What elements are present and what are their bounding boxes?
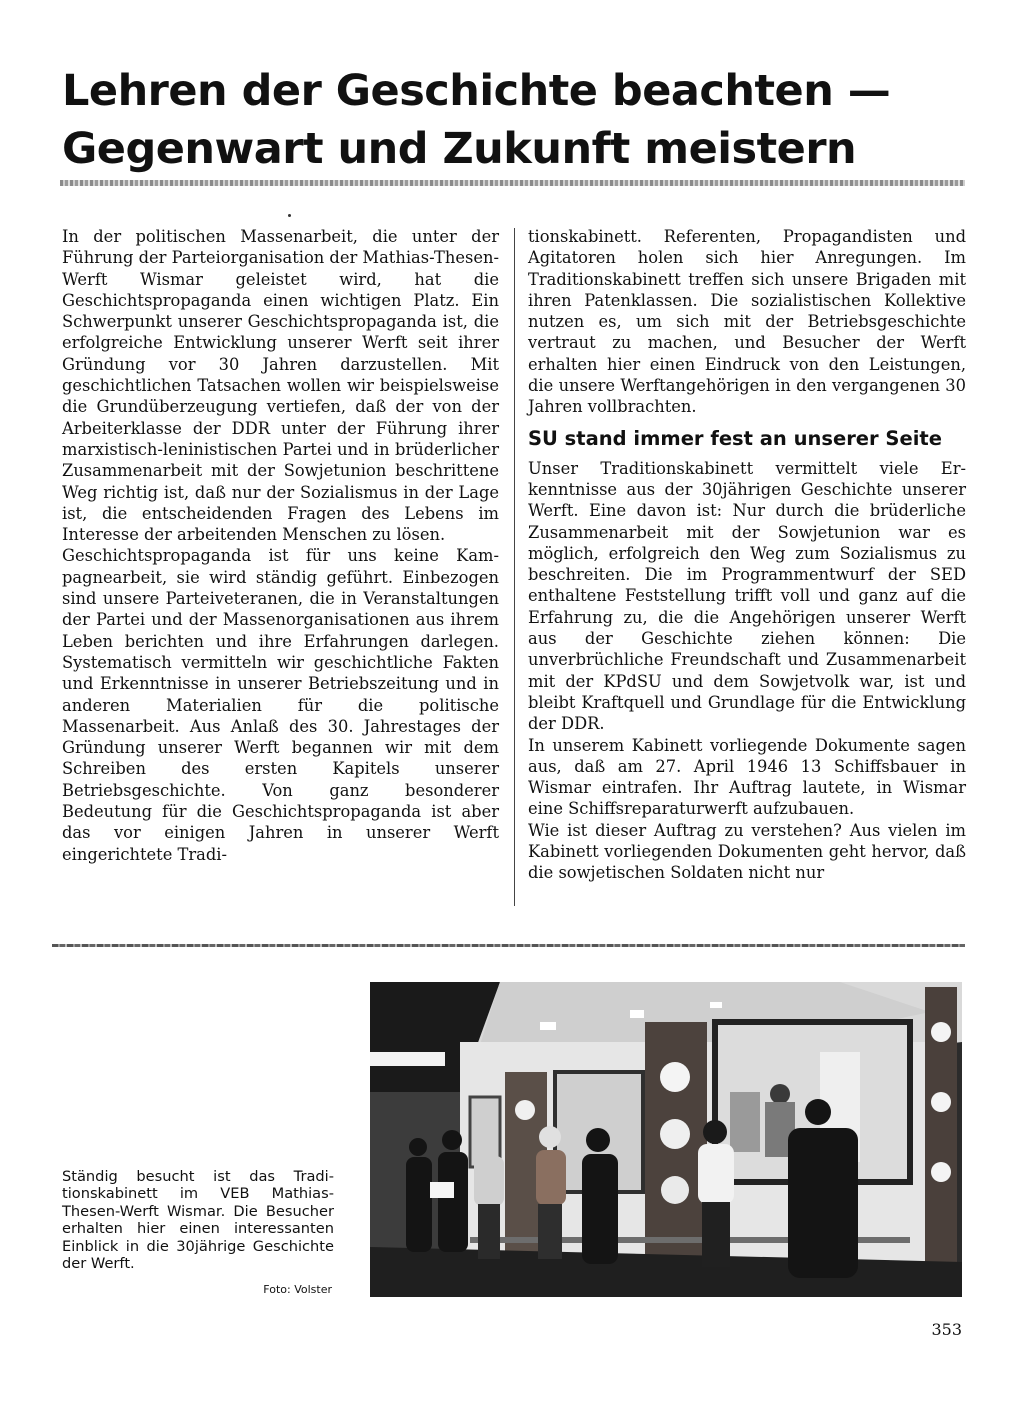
article-title bbox=[62, 62, 962, 178]
title-line-1: Lehren der Geschichte beachten — bbox=[62, 66, 891, 116]
paragraph: Wie ist dieser Auftrag zu verstehen? Aus vielen im Kabinett vorliegenden Dokumenten geht hervor, daß die sowjetischen Soldaten nicht nur bbox=[528, 820, 966, 883]
title-underline-rule bbox=[60, 180, 965, 186]
photo-illustration bbox=[370, 982, 962, 1297]
section-subheading: SU stand immer fest an unserer Seite bbox=[528, 426, 942, 450]
paragraph: In unserem Kabinett vorliegende Dokumente sagen aus, daß am 27. April 1946 13 Schiffsbauer in Wismar eintrafen. Ihr Auftrag lautete, in Wismar eine Schiffsreparaturwerft aufzubauen. bbox=[528, 735, 966, 819]
print-speck bbox=[288, 214, 291, 217]
column-divider bbox=[514, 228, 515, 906]
photo-tradition-cabinet bbox=[370, 982, 962, 1297]
photo-credit: Foto: Volster bbox=[263, 1283, 332, 1296]
paragraph: Geschichtspropaganda ist für uns keine Kampagnearbeit, sie wird ständig geführt. Einbezogen sind unsere Parteiveteranen, die in Veranstaltungen der Partei und der Massenorganisationen aus ihrem Leben berichten und ihre Erfahrungen darlegen. Systematisch vermitteln wir geschichtliche Fakten und Erkenntnisse in unserer Betriebszeitung und in anderen Materialien für die politische Massenarbeit. Aus Anlaß des 30. Jahrestages der Gründung unserer Werft begannen wir mit dem Schreiben des ersten Kapitels unserer Betriebsgeschichte. Von ganz besonderer Bedeutung für die Geschichtspropaganda ist aber das vor einigen Jahren in unserer Werft eingerichtete Tradi- bbox=[62, 546, 499, 864]
paragraph: Unser Traditionskabinett vermittelt viele Erkenntnisse aus der 30jährigen Geschichte unserer Werft. Eine davon ist: Nur durch die brüderliche Zusammenarbeit mit der Sowjetunion war es möglich, erfolgreich den Weg zum Sozialismus zu beschreiten. Die im Programmentwurf der SED enthaltene Feststellung trifft voll und ganz auf die Erfahrung zu, die die Angehörigen unserer Werft aus der Geschichte ziehen können: Die unverbrüchliche Freundschaft und Zusammenarbeit mit der KPdSU und dem Sowjetvolk war, ist und bleibt Kraftquell und Grundlage für die Entwicklung der DDR. bbox=[528, 458, 966, 734]
paragraph: In der politischen Massenarbeit, die unter der Führung der Parteiorganisation der Mathias-Thesen-Werft Wismar geleistet wird, hat die Geschichtspropaganda einen wichtigen Platz. Ein Schwerpunkt unserer Geschichtspropaganda ist, die erfolgreiche Entwicklung unserer Werft seit ihrer Gründung vor 30 Jahren darzustellen. Mit geschichtlichen Tatsachen wollen wir beispielsweise die Grundüberzeugung vertiefen, daß der von der Arbeiterklasse der DDR unter der Führung ihrer marxistisch-leninistischen Partei und in brüderlicher Zusammenarbeit mit der Sowjetunion beschrittene Weg richtig ist, daß nur der Sozialismus in der Lage ist, die entscheidenden Fragen des Lebens im Interesse der arbeitenden Menschen zu lösen. bbox=[62, 227, 499, 545]
section-divider-rule bbox=[52, 944, 965, 947]
left-column bbox=[62, 226, 499, 865]
photo-caption: Ständig besucht ist das Traditionskabinett im VEB Mathias-Thesen-Werft Wismar. Die Besucher erhalten hier einen interessanten Einblick in die 30jährige Geschichte der Werft. bbox=[62, 1168, 334, 1273]
page-number: 353 bbox=[931, 1320, 962, 1339]
paragraph: tionskabinett. Referenten, Propagandisten und Agitatoren holen sich hier Anregungen. Im Traditionskabinett treffen sich unsere Brigaden mit ihren Patenklassen. Die sozialistischen Kollektive nutzen es, um sich mit der Betriebsgeschichte vertraut zu machen, und Besucher der Werft erhalten hier einen Eindruck von den Leistungen, die unsere Werftangehörigen in den vergangenen 30 Jahren vollbrachten. bbox=[528, 227, 966, 417]
right-column bbox=[528, 226, 966, 884]
title-line-2: Gegenwart und Zukunft meistern bbox=[62, 124, 857, 174]
